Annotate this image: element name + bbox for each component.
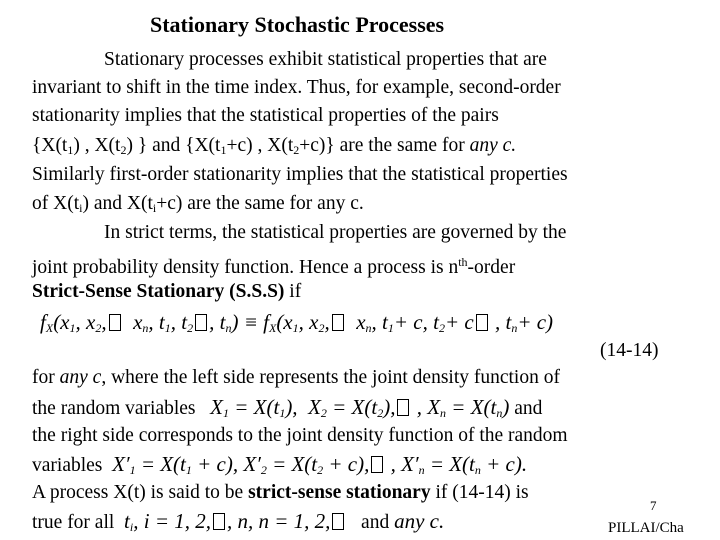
p1-line3: stationarity implies that the statistical properties of the pairs [32,105,499,126]
missing-glyph-box [195,314,207,331]
missing-glyph-box [476,314,488,331]
missing-glyph-box [332,513,344,530]
p2-line3: Strict-Sense Stationary (S.S.S) if [32,281,302,302]
missing-glyph-box [213,513,225,530]
p1-line1: Stationary processes exhibit statistical properties that are [104,49,547,70]
p1-line4: {$X(t_1)$ , $X(t_2)$ } and {$X(t_1+c)$ , $X(t_2+c)$} are the same for any c. [32,135,517,157]
sss-equation: $f_X(x_1$, $x_2$, $x_n$, $t_1$, $t_2$ , $t_n) \equiv f_X(x_1$, $x_2$, $x_n$, $t_1+ c$, $t_2+ c$ , $t_n+ c$) [40,310,554,335]
page-title: Stationary Stochastic Processes [150,12,445,37]
p1-line6: of $X(t_i)$ and $X(t_i+c)$ are the same for any c. [32,193,364,215]
p3-line6: true for all $t_i$, i = 1, 2, , n, n = 1, 2, and any c. [32,509,445,534]
p1-line2: invariant to shift in the time index. Thus, for example, second-order [32,77,561,98]
p3-line3: the right side corresponds to the joint density function of the random [32,425,568,446]
p2-line2: joint probability density function. Hence a process is $n^{th}$-order [32,255,516,278]
missing-glyph-box [332,314,344,331]
p3-line5: A process X(t) is said to be strict-sense stationary if (14-14) is [32,482,529,503]
equation-number: (14-14) [600,340,659,361]
p3-line4: variables $X'_1 = X(t_1 + c)$, $X'_2 = X(t_2 + c)$, , $X'_n = X(t_n + c)$. [32,452,528,477]
p3-line2: the random variables $X_1 = X(t_1)$, $X_2 = X(t_2)$, , $X_n = X(t_n)$ and [32,395,543,420]
missing-glyph-box [397,399,409,416]
p3-line1: for any c, where the left side represents the joint density function of [32,367,560,388]
p1-line5: Similarly first-order stationarity implies that the statistical properties [32,164,568,185]
missing-glyph-box [371,456,383,473]
footer-author: PILLAI/Cha [608,520,684,536]
page-number: 7 [650,498,657,513]
p2-line1: In strict terms, the statistical properties are governed by the [104,222,567,243]
missing-glyph-box [109,314,121,331]
